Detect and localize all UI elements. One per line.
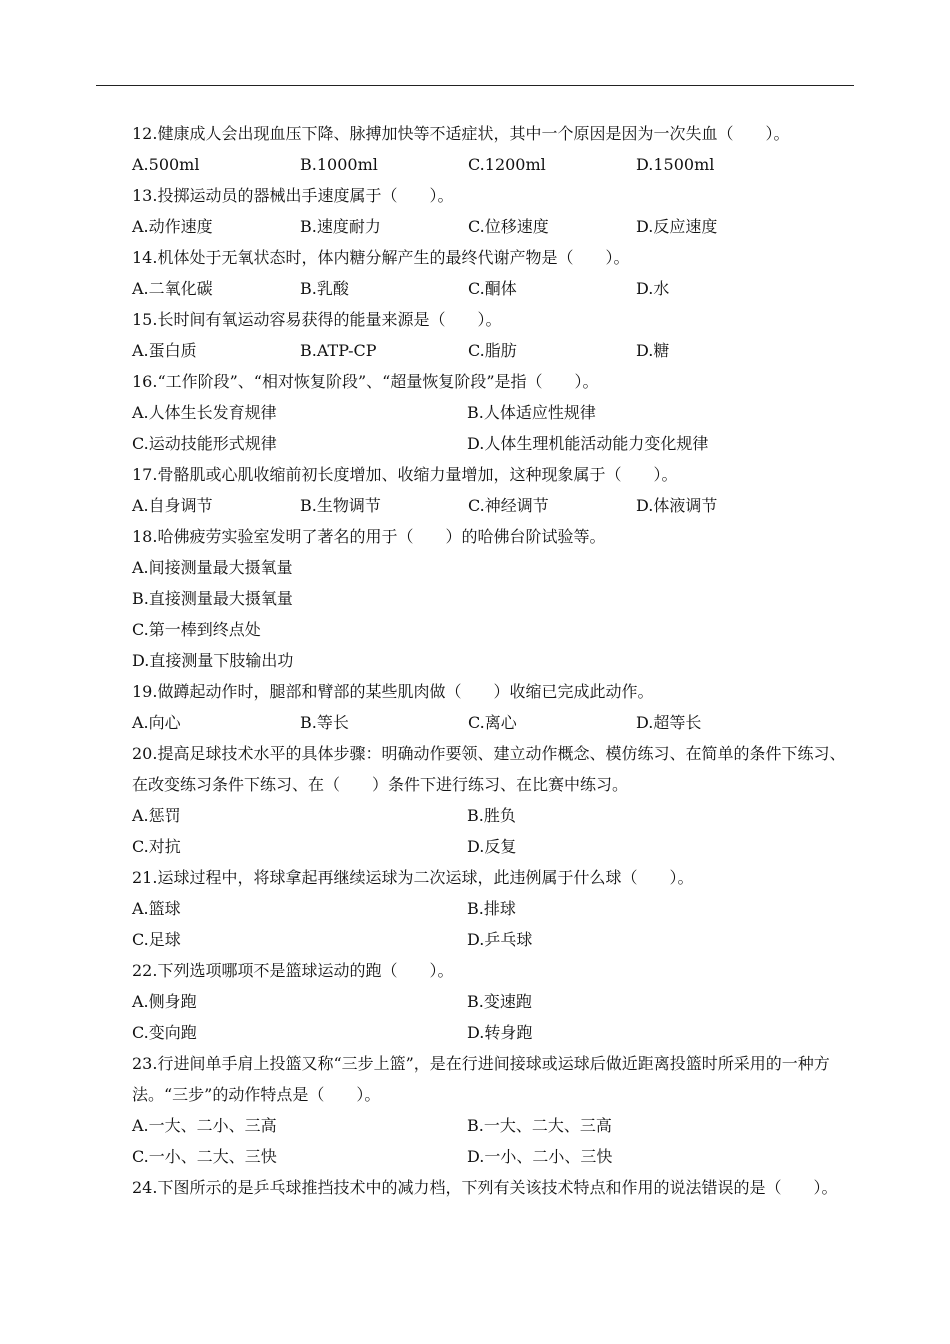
question-block: [100, 459, 852, 521]
option-label: A.一大、二小、三高: [132, 1116, 277, 1135]
option-label: C.酮体: [468, 279, 517, 298]
option-label: D.体液调节: [636, 496, 718, 515]
question-list: [100, 118, 852, 1203]
question-block: [100, 521, 852, 676]
question-stem: 16.“工作阶段”、“相对恢复阶段”、“超量恢复阶段”是指（ ）。: [132, 372, 599, 391]
option-label: B.生物调节: [300, 496, 381, 515]
question-block: [100, 1172, 852, 1203]
option-label: D.超等长: [636, 713, 702, 732]
option-label: D.反应速度: [636, 217, 718, 236]
option-label: B.乳酸: [300, 279, 349, 298]
option-label: C.脂肪: [468, 341, 517, 360]
option-label: B.等长: [300, 713, 349, 732]
question-block: [100, 304, 852, 366]
options-row: [100, 149, 852, 180]
question-block: [100, 862, 852, 955]
options-row: [100, 273, 852, 304]
option-label: C.1200ml: [468, 155, 546, 174]
question-stem: 21.运球过程中，将球拿起再继续运球为二次运球，此违例属于什么球（ ）。: [132, 868, 694, 887]
question-block: [100, 738, 852, 862]
question-stem: 18.哈佛疲劳实验室发明了著名的用于（ ）的哈佛台阶试验等。: [132, 527, 606, 546]
option-label: B.1000ml: [300, 155, 378, 174]
question-block: [100, 676, 852, 738]
question-stem: 14.机体处于无氧状态时，体内糖分解产生的最终代谢产物是（ ）。: [132, 248, 630, 267]
option-label: D.糖: [636, 341, 670, 360]
option-label: A.惩罚: [132, 806, 181, 825]
option-label: D.转身跑: [467, 1023, 533, 1042]
options-row: [100, 924, 852, 955]
option-label: C.一小、二大、三快: [132, 1147, 277, 1166]
question-stem: 23.行进间单手肩上投篮又称“三步上篮”，是在行进间接球或运球后做近距离投篮时所采用的一种方法。“三步”的动作特点是（ ）。: [132, 1054, 830, 1104]
options-row: [100, 211, 852, 242]
option-label: C.第一棒到终点处: [132, 620, 261, 639]
option-label: C.足球: [132, 930, 181, 949]
question-stem: 15.长时间有氧运动容易获得的能量来源是（ ）。: [132, 310, 502, 329]
question-stem: 20.提高足球技术水平的具体步骤：明确动作要领、建立动作概念、模仿练习、在简单的条件下练习、在改变练习条件下练习、在（ ）条件下进行练习、在比赛中练习。: [132, 744, 846, 794]
question-block: [100, 118, 852, 180]
option-label: B.胜负: [467, 806, 516, 825]
option-label: D.1500ml: [636, 155, 715, 174]
question-stem: 12.健康成人会出现血压下降、脉搏加快等不适症状，其中一个原因是因为一次失血（ ）。: [132, 124, 790, 143]
question-stem: 24.下图所示的是乒乓球推挡技术中的减力档，下列有关该技术特点和作用的说法错误的是（ ）。: [132, 1178, 838, 1197]
option-label: D.一小、二小、三快: [467, 1147, 613, 1166]
question-block: [100, 242, 852, 304]
option-label: C.对抗: [132, 837, 181, 856]
option-label: D.乒乓球: [467, 930, 533, 949]
option-label: C.运动技能形式规律: [132, 434, 277, 453]
question-block: [100, 180, 852, 242]
option-label: B.直接测量最大摄氧量: [132, 589, 293, 608]
option-label: A.二氧化碳: [132, 279, 213, 298]
option-label: B.速度耐力: [300, 217, 381, 236]
option-label: D.直接测量下肢输出功: [132, 651, 294, 670]
option-label: D.反复: [467, 837, 517, 856]
header-rule: [96, 85, 854, 86]
option-label: B.一大、二大、三高: [467, 1116, 612, 1135]
option-label: C.神经调节: [468, 496, 549, 515]
options-row: [100, 1110, 852, 1141]
option-label: C.位移速度: [468, 217, 549, 236]
option-label: A.间接测量最大摄氧量: [132, 558, 293, 577]
options-row: [100, 1141, 852, 1172]
option-label: A.篮球: [132, 899, 181, 918]
options-row: [100, 800, 852, 831]
option-label: A.侧身跑: [132, 992, 197, 1011]
options-row: [100, 397, 852, 428]
question-block: [100, 1048, 852, 1172]
options-row: [100, 335, 852, 366]
option-label: B.变速跑: [467, 992, 532, 1011]
question-block: [100, 955, 852, 1048]
options-row: [100, 831, 852, 862]
option-label: A.人体生长发育规律: [132, 403, 277, 422]
option-label: B.排球: [467, 899, 516, 918]
option-label: A.动作速度: [132, 217, 213, 236]
question-stem: 17.骨骼肌或心肌收缩前初长度增加、收缩力量增加，这种现象属于（ ）。: [132, 465, 678, 484]
question-block: [100, 366, 852, 459]
options-row: [100, 428, 852, 459]
question-stem: 13.投掷运动员的器械出手速度属于（ ）。: [132, 186, 454, 205]
options-row: [100, 1017, 852, 1048]
options-row: [100, 490, 852, 521]
option-label: A.向心: [132, 713, 181, 732]
option-label: D.人体生理机能活动能力变化规律: [467, 434, 709, 453]
question-stem: 22.下列选项哪项不是篮球运动的跑（ ）。: [132, 961, 454, 980]
option-label: D.水: [636, 279, 670, 298]
question-stem: 19.做蹲起动作时，腿部和臂部的某些肌肉做（ ）收缩已完成此动作。: [132, 682, 654, 701]
option-label: A.蛋白质: [132, 341, 197, 360]
option-label: C.离心: [468, 713, 517, 732]
option-label: A.自身调节: [132, 496, 213, 515]
options-row: [100, 893, 852, 924]
options-row: [100, 986, 852, 1017]
options-row: [100, 707, 852, 738]
option-label: C.变向跑: [132, 1023, 197, 1042]
option-label: B.人体适应性规律: [467, 403, 596, 422]
option-label: B.ATP-CP: [300, 341, 377, 360]
option-label: A.500ml: [132, 155, 200, 174]
